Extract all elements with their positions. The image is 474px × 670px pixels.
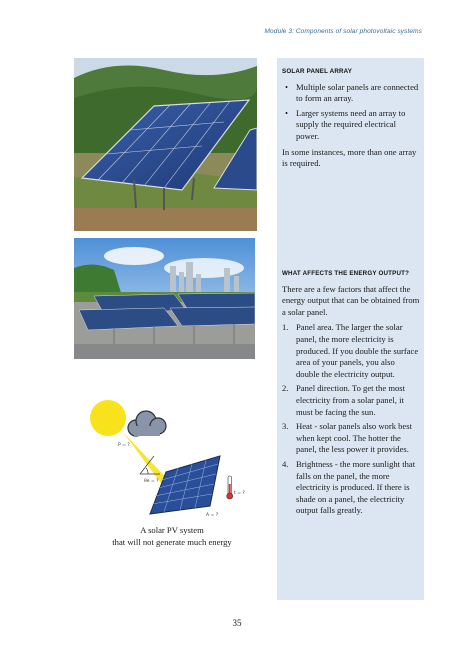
solar-panel-array-section	[282, 66, 420, 170]
section-heading: SOLAR PANEL ARRAY	[282, 68, 353, 75]
solar-array-photo-city	[74, 238, 255, 359]
list-item: 1. Panel area. The larger the solar panel, the more electricity is produced. If you double the surface area of your panels, you also double the electricity output.	[282, 322, 419, 379]
figure-caption: A solar PV system that will not generate much energy	[112, 525, 232, 547]
sun-icon	[90, 400, 126, 436]
list-item: 3. Heat - solar panels also work best when kept cool. The hotter the panel, the less power it provides.	[282, 421, 412, 455]
solar-array-photo-hills	[74, 58, 257, 231]
thermometer-icon	[227, 476, 233, 499]
svg-text:t = ?: t = ?	[234, 491, 245, 496]
svg-text:A = ?: A = ?	[206, 513, 219, 518]
energy-output-section	[282, 268, 420, 520]
list-item: 4. Brightness - the more sunlight that falls on the panel, the more electricity is produced. If there is shade on a panel, the electricity output falls greatly.	[282, 458, 416, 516]
bullet-list	[282, 82, 420, 143]
factor-list	[282, 322, 420, 517]
cloud-icon	[128, 411, 166, 436]
svg-text:θe = ?: θe = ?	[144, 479, 159, 484]
page-number: 35	[232, 618, 242, 628]
svg-text:P = ?: P = ?	[118, 443, 130, 448]
list-item: • Larger systems need an array to supply the required electrical power.	[285, 107, 406, 141]
list-item: 2. Panel direction. To get the most electricity from a solar panel, it must be facing the sun.	[282, 383, 406, 417]
solar-panel-icon	[150, 456, 220, 514]
running-header: Module 3: Components of solar photovoltaic systems	[264, 28, 422, 35]
array-note: In some instances, more than one array is required.	[282, 146, 417, 169]
solar-pv-diagram	[88, 394, 258, 520]
intro-paragraph: There are a few factors that affect the energy output that can be obtained from a solar panel.	[282, 283, 420, 317]
section-heading: WHAT AFFECTS THE ENERGY OUTPUT?	[282, 270, 410, 277]
list-item: • Multiple solar panels are connected to form an array.	[285, 81, 419, 104]
